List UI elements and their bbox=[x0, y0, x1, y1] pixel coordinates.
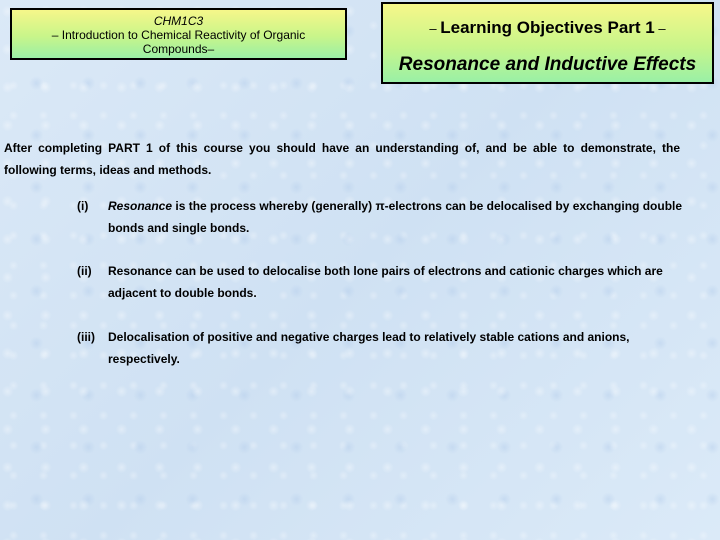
objectives-dash-close: – bbox=[654, 21, 666, 36]
objectives-dash-open: – bbox=[429, 21, 441, 36]
intro-paragraph: After completing PART 1 of this course you should have an understanding of, and be able to demonstrate, the following terms, ideas and methods. bbox=[4, 141, 680, 177]
objective-item bbox=[77, 195, 687, 239]
course-code: CHM1C3 bbox=[153, 14, 204, 28]
course-title-dash-close: – bbox=[207, 42, 215, 56]
item-text bbox=[108, 195, 687, 239]
course-title-dash-open: – bbox=[51, 28, 62, 42]
course-title-box bbox=[10, 8, 347, 60]
course-title-text: Introduction to Chemical Reactivity of Organic Compounds bbox=[61, 28, 306, 56]
item-body: is the process whereby (generally) π-electrons can be delocalised by exchanging double bonds and single bonds. bbox=[108, 199, 683, 235]
item-number: (i) bbox=[77, 199, 89, 213]
objective-item bbox=[77, 260, 687, 304]
objectives-heading bbox=[383, 18, 712, 39]
item-text: Delocalisation of positive and negative charges lead to relatively stable cations and anions, respectively. bbox=[108, 330, 630, 366]
course-title bbox=[12, 28, 345, 56]
item-text: Resonance can be used to delocalise both lone pairs of electrons and cationic charges which are adjacent to double bonds. bbox=[108, 264, 663, 300]
objective-item bbox=[77, 326, 687, 370]
objectives-heading-text: Learning Objectives Part 1 bbox=[440, 18, 655, 37]
item-number: (iii) bbox=[77, 330, 95, 344]
objectives-subheading: Resonance and Inductive Effects bbox=[398, 54, 697, 75]
item-term: Resonance bbox=[108, 199, 173, 213]
objectives-title-box bbox=[381, 2, 714, 84]
item-number: (ii) bbox=[77, 264, 92, 278]
